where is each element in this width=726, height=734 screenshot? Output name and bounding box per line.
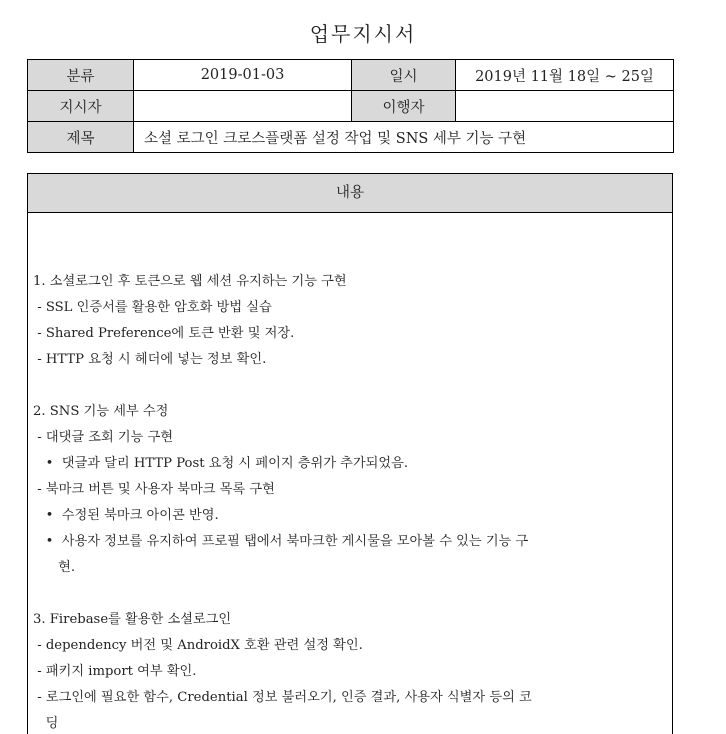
- content-line: - HTTP 요청 시 헤더에 넣는 정보 확인.: [33, 352, 267, 367]
- content-line: - 로그인에 필요한 함수, Credential 정보 불러오기, 인증 결과, 사용자 식별자 등의 코: [33, 690, 532, 705]
- instructor-value: [134, 91, 352, 122]
- content-line: 1. 소셜로그인 후 토큰으로 웹 세션 유지하는 기능 구현: [33, 274, 347, 289]
- meta-row-category: [28, 60, 674, 91]
- content-line: 2. SNS 기능 세부 수정: [33, 404, 169, 419]
- content-header: 내용: [28, 174, 672, 213]
- content-line: 3. Firebase를 활용한 소셜로그인: [33, 612, 232, 627]
- performer-label: 이행자: [352, 91, 456, 122]
- date-value: 2019년 11월 18일 ~ 25일: [456, 60, 674, 91]
- content-line: - 대댓글 조회 기능 구현: [33, 430, 174, 445]
- subject-label: 제목: [28, 122, 134, 153]
- content-line: - dependency 버전 및 AndroidX 호환 관련 설정 확인.: [33, 638, 363, 653]
- content-line: 딩: [33, 716, 59, 731]
- meta-row-people: [28, 91, 674, 122]
- content-line: • 사용자 정보를 유지하여 프로필 탭에서 북마크한 게시물을 모아볼 수 있는 기능 구: [33, 534, 529, 549]
- content-line: • 댓글과 달리 HTTP Post 요청 시 페이지 층위가 추가되었음.: [33, 456, 409, 471]
- meta-table: [27, 59, 674, 153]
- performer-value: [456, 91, 674, 122]
- content-line: 현.: [33, 560, 76, 575]
- subject-value: 소셜 로그인 크로스플랫폼 설정 작업 및 SNS 세부 기능 구현: [134, 122, 674, 153]
- content-line: - 북마크 버튼 및 사용자 북마크 목록 구현: [33, 482, 275, 497]
- content-line: - SSL 인증서를 활용한 암호화 방법 실습: [33, 300, 272, 315]
- content-line: - 패키지 import 여부 확인.: [33, 664, 197, 679]
- category-label: 분류: [28, 60, 134, 91]
- meta-row-subject: [28, 122, 674, 153]
- document-title: 업무지시서: [309, 22, 417, 46]
- content-line: • 수정된 북마크 아이콘 반영.: [33, 508, 219, 523]
- date-label: 일시: [352, 60, 456, 91]
- instructor-label: 지시자: [28, 91, 134, 122]
- category-value: 2019-01-03: [134, 60, 352, 91]
- content-line: - Shared Preference에 토큰 반환 및 저장.: [33, 326, 295, 341]
- content-box: [27, 173, 673, 734]
